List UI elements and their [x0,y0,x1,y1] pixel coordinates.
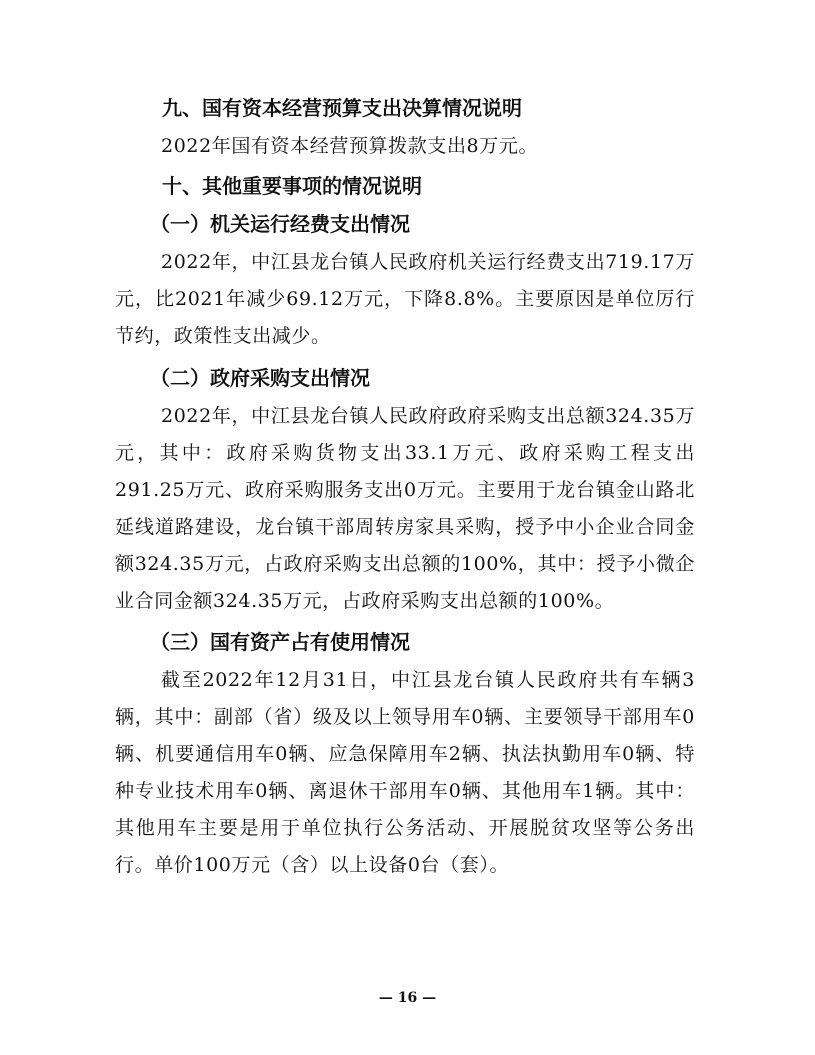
subsection-2-paragraph: 2022年，中江县龙台镇人民政府政府采购支出总额324.35万元，其中：政府采购货物支出33.1万元、政府采购工程支出291.25万元、政府采购服务支出0万元。主要用于龙台镇金山路北延线道路建设，龙台镇干部周转房家具采购，授予中小企业合同金额324.35万元，占政府采购支出总额的100%，其中：授予小微企业合同金额324.35万元，占政府采购支出总额的100%。 [115,405,695,612]
subsection-3-paragraph: 截至2022年12月31日，中江县龙台镇人民政府共有车辆3辆，其中：副部（省）级及以上领导用车0辆、主要领导干部用车0辆、机要通信用车0辆、应急保障用车2辆、执法执勤用车0辆、特种专业技术用车0辆、离退休干部用车0辆、其他用车1辆。其中：其他用车主要是用于单位执行公务活动、开展脱贫攻坚等公务出行。单价100万元（含）以上设备0台（套）。 [115,669,695,876]
subsection-2-heading: （二）政府采购支出情况 [150,366,370,390]
section-10-heading: 十、其他重要事项的情况说明 [162,174,422,198]
section-9-paragraph: 2022年国有资本经营预算拨款支出8万元。 [161,135,539,157]
subsection-3-heading: （三）国有资产占有使用情况 [150,630,410,654]
subsection-1-paragraph: 2022年，中江县龙台镇人民政府机关运行经费支出719.17万元，比2021年减少69.12万元，下降8.8%。主要原因是单位厉行节约，政策性支出减少。 [115,251,695,347]
section-9-heading: 九、国有资本经营预算支出决算情况说明 [162,96,522,120]
subsection-1-heading: （一）机关运行经费支出情况 [150,212,410,236]
page-number: — 16 — [378,990,437,1006]
